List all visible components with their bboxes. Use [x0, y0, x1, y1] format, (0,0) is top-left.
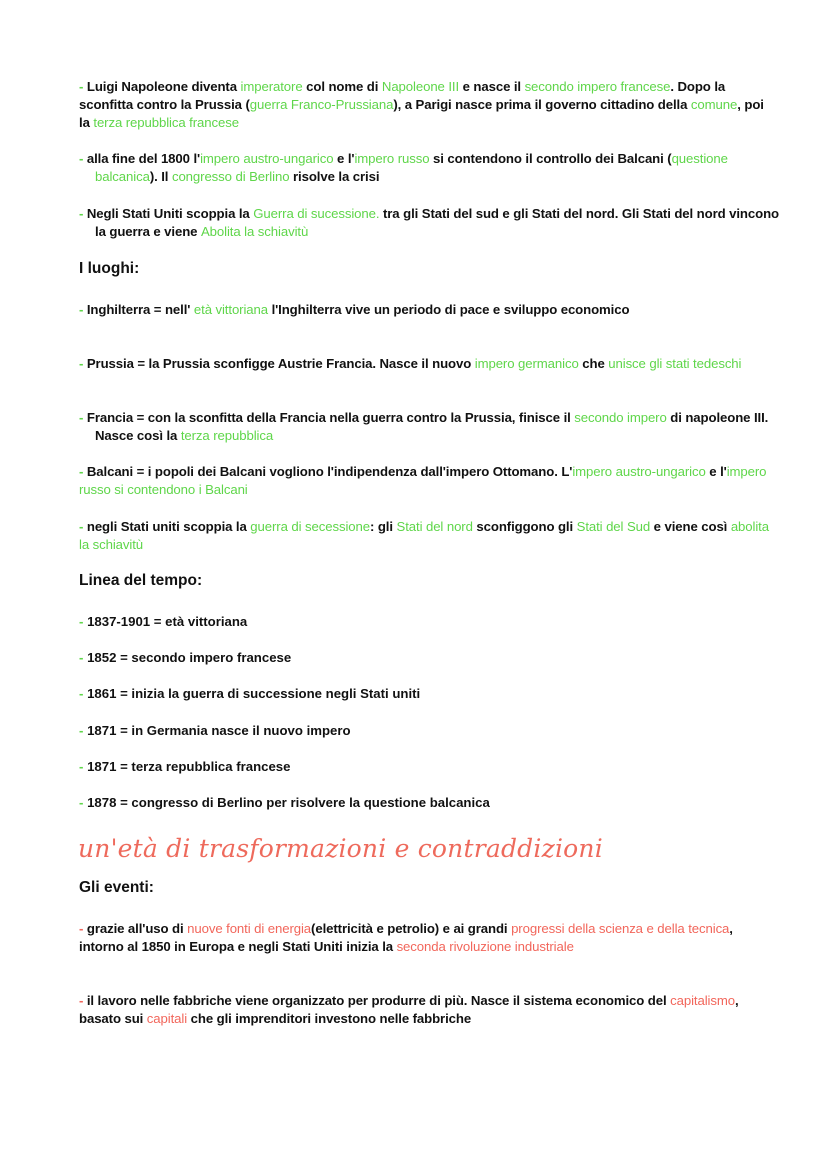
- highlighted-term: nuove fonti di energia: [187, 921, 312, 936]
- places-heading: I luoghi:: [79, 260, 140, 277]
- highlighted-term: impero austro-ungarico: [572, 464, 706, 479]
- text-segment: e l': [705, 464, 727, 479]
- text-segment: -: [79, 302, 87, 317]
- text-segment: -: [79, 993, 87, 1008]
- dash: -: [79, 614, 88, 629]
- text-segment: -: [79, 356, 87, 371]
- highlighted-term: comune: [690, 97, 738, 112]
- text-segment: di napoleone III. Nasce così la: [95, 410, 769, 443]
- text-segment: , basato sui: [79, 993, 739, 1026]
- timeline-item: [79, 685, 420, 703]
- highlighted-term: abolita la schiavitù: [79, 519, 769, 552]
- section-title: un'età di trasformazioni e contraddizioni: [78, 834, 603, 863]
- text-segment: che gli imprenditori investono nelle fabbriche: [187, 1011, 472, 1026]
- event-paragraph-napoleone: [79, 78, 769, 132]
- text-segment: sconfiggono gli: [472, 519, 577, 534]
- timeline-text: 1871 = terza repubblica francese: [87, 759, 291, 774]
- text-segment: tra gli Stati del sud e gli Stati del nord. Gli Stati del nord vincono la guerra e viene: [95, 206, 779, 239]
- highlighted-term: Abolita la schiavitù: [200, 224, 309, 239]
- text-segment: si contendono il controllo dei Balcani (: [429, 151, 672, 166]
- highlighted-term: impero russo si contendono i Balcani: [79, 464, 767, 497]
- text-segment: Negli Stati Uniti scoppia la: [86, 206, 254, 221]
- text-segment: , intorno al 1850 in Europa e negli Stati Uniti inizia la: [79, 921, 733, 954]
- text-segment: . Dopo la sconfitta contro la Prussia (: [79, 79, 726, 112]
- text-segment: e l': [333, 151, 355, 166]
- dash: -: [79, 686, 88, 701]
- highlighted-term: guerra di secessione: [250, 519, 370, 534]
- text-segment: alla fine del 1800 l': [86, 151, 201, 166]
- highlighted-term: imperatore: [240, 79, 303, 94]
- text-segment: Prussia = la Prussia sconfigge Austrie Francia. Nasce il nuovo: [86, 356, 475, 371]
- highlighted-term: congresso di Berlino: [171, 169, 290, 184]
- timeline-item: [79, 722, 351, 740]
- text-segment: -: [79, 410, 87, 425]
- highlighted-term: questione balcanica: [95, 151, 728, 184]
- text-segment: : gli: [370, 519, 397, 534]
- text-segment: col nome di: [302, 79, 382, 94]
- highlighted-term: impero germanico: [474, 356, 579, 371]
- text-segment: Luigi Napoleone diventa: [86, 79, 241, 94]
- place-prussia: [79, 355, 769, 373]
- highlighted-term: Stati del nord: [396, 519, 473, 534]
- timeline-text: 1861 = inizia la guerra di successione negli Stati uniti: [87, 686, 421, 701]
- highlighted-term: guerra Franco-Prussiana: [249, 97, 394, 112]
- highlighted-term: impero russo: [354, 151, 430, 166]
- dash: -: [79, 650, 88, 665]
- highlighted-term: impero austro-ungarico: [200, 151, 334, 166]
- timeline-heading: Linea del tempo:: [79, 572, 203, 589]
- timeline-text: 1871 = in Germania nasce il nuovo impero: [87, 723, 351, 738]
- text-segment: -: [79, 921, 87, 936]
- event-paragraph-stati-uniti: [79, 205, 785, 241]
- highlighted-term: capitali: [146, 1011, 188, 1026]
- dash: -: [79, 723, 88, 738]
- event-paragraph-rivoluzione: [79, 920, 769, 956]
- text-segment: che: [578, 356, 609, 371]
- text-segment: il lavoro nelle fabbriche viene organizzato per produrre di più. Nasce il sistema economico del: [86, 993, 671, 1008]
- text-segment: negli Stati uniti scoppia la: [86, 519, 251, 534]
- text-segment: Balcani = i popoli dei Balcani vogliono l'indipendenza dall'impero Ottomano. L': [86, 464, 573, 479]
- highlighted-term: Napoleone III: [381, 79, 460, 94]
- highlighted-term: progressi della scienza e della tecnica: [511, 921, 730, 936]
- highlighted-term: secondo impero francese: [524, 79, 671, 94]
- text-segment: , poi la: [79, 97, 764, 130]
- text-segment: -: [79, 206, 87, 221]
- place-balcani: [79, 463, 769, 499]
- highlighted-term: secondo impero: [574, 410, 667, 425]
- text-segment: e viene così: [650, 519, 731, 534]
- text-segment: risolve la crisi: [289, 169, 380, 184]
- text-segment: -: [79, 464, 87, 479]
- event-paragraph-balcani: [79, 150, 785, 186]
- place-inghilterra: [79, 301, 769, 319]
- highlighted-term: terza repubblica francese: [93, 115, 239, 130]
- text-segment: ), a Parigi nasce prima il governo cittadino della: [393, 97, 691, 112]
- text-segment: l'Inghilterra vive un periodo di pace e sviluppo economico: [268, 302, 630, 317]
- text-segment: -: [79, 79, 87, 94]
- place-stati-uniti: [79, 518, 769, 554]
- timeline-text: 1837-1901 = età vittoriana: [87, 614, 248, 629]
- timeline-text: 1878 = congresso di Berlino per risolvere la questione balcanica: [87, 795, 490, 810]
- highlighted-term: seconda rivoluzione industriale: [396, 939, 574, 954]
- text-segment: (elettricità e petrolio) e ai grandi: [311, 921, 512, 936]
- place-francia: [79, 409, 785, 445]
- timeline-item: [79, 649, 291, 667]
- timeline-item: [79, 794, 490, 812]
- highlighted-term: Guerra di sucessione.: [253, 206, 380, 221]
- dash: -: [79, 795, 88, 810]
- highlighted-term: età vittoriana: [193, 302, 268, 317]
- text-segment: -: [79, 519, 87, 534]
- dash: -: [79, 759, 88, 774]
- highlighted-term: Stati del Sud: [576, 519, 651, 534]
- highlighted-term: unisce gli stati tedeschi: [608, 356, 742, 371]
- text-segment: Inghilterra = nell': [86, 302, 194, 317]
- highlighted-term: terza repubblica: [180, 428, 274, 443]
- text-segment: e nasce il: [459, 79, 525, 94]
- text-segment: grazie all'uso di: [86, 921, 188, 936]
- timeline-item: [79, 613, 247, 631]
- text-segment: Francia = con la sconfitta della Francia nella guerra contro la Prussia, finisce il: [86, 410, 575, 425]
- timeline-item: [79, 758, 290, 776]
- timeline-text: 1852 = secondo impero francese: [87, 650, 292, 665]
- text-segment: -: [79, 151, 87, 166]
- event-paragraph-capitalismo: [79, 992, 769, 1028]
- events-heading: Gli eventi:: [79, 879, 154, 896]
- text-segment: ). Il: [149, 169, 172, 184]
- highlighted-term: capitalismo: [670, 993, 735, 1008]
